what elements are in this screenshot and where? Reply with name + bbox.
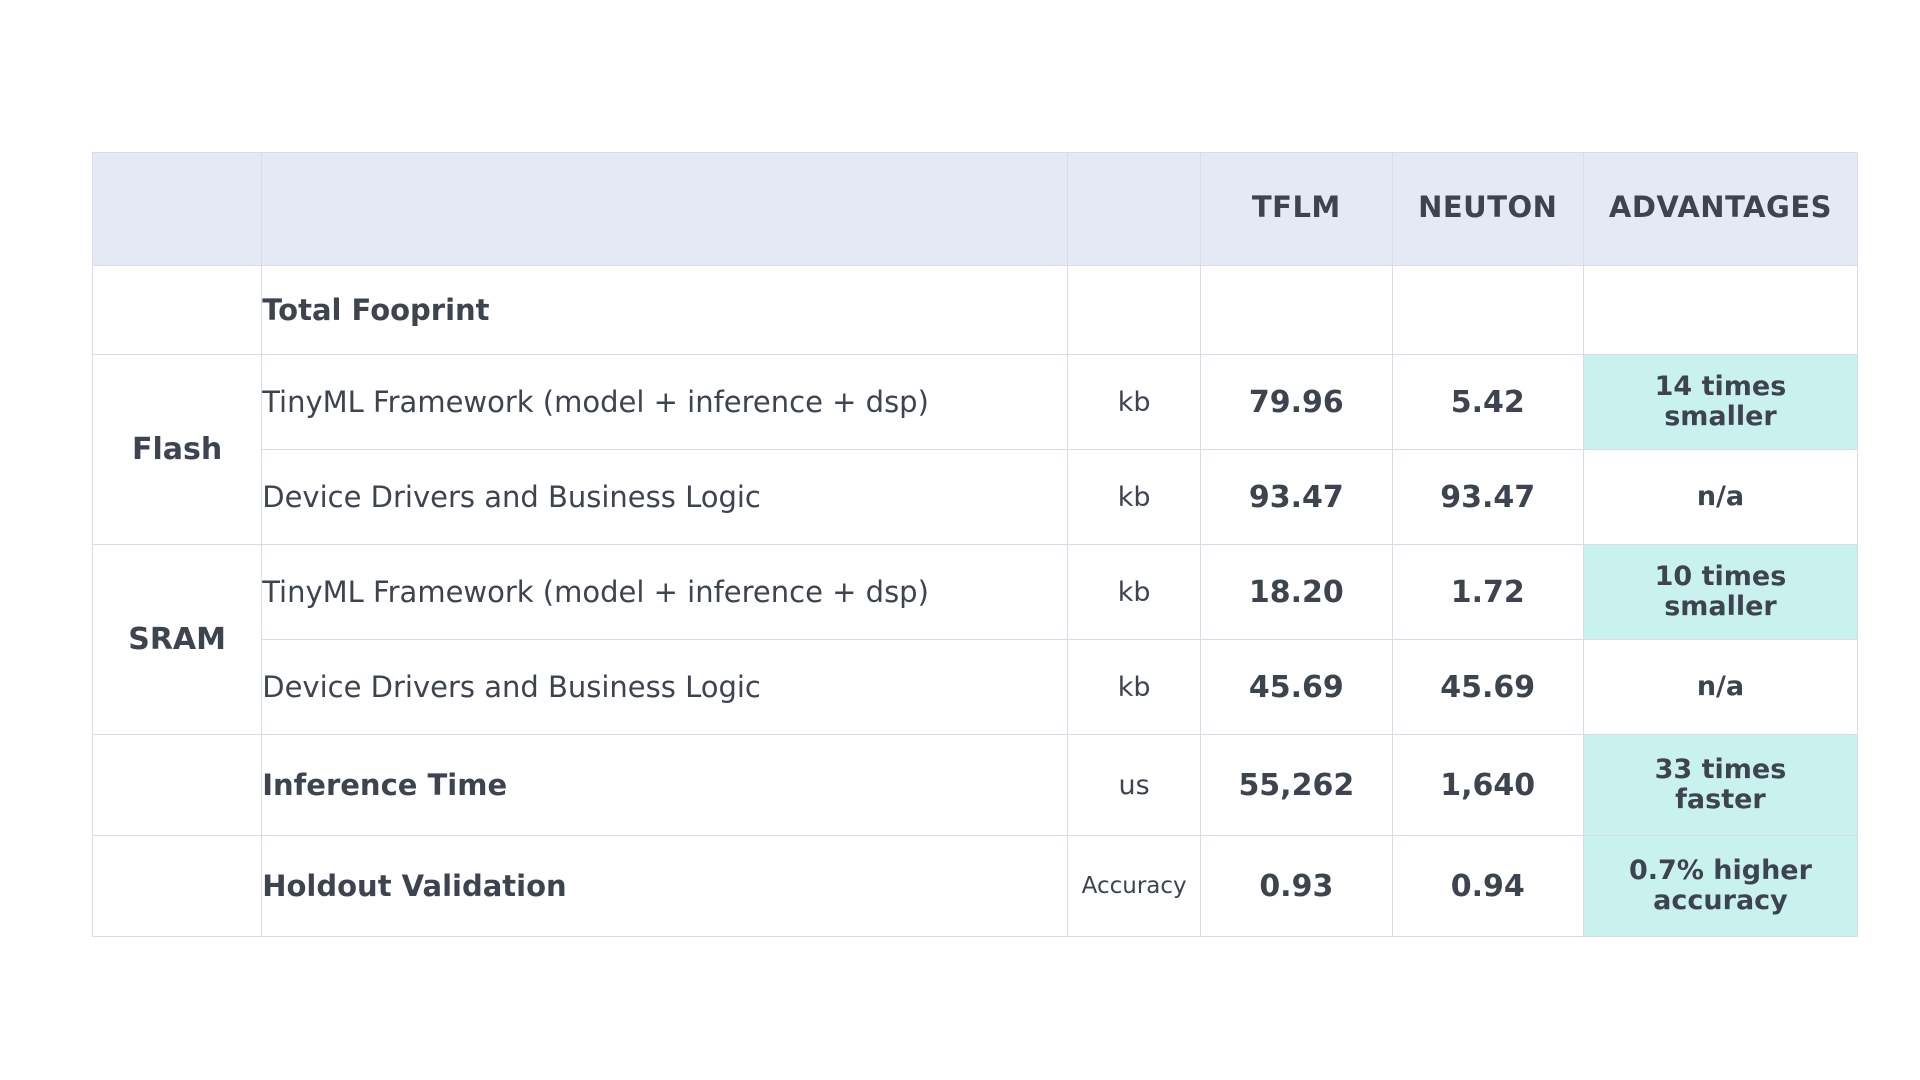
header-cell-advantages: ADVANTAGES [1583, 153, 1857, 266]
row-neuton-cell: 1,640 [1392, 735, 1583, 836]
row-group-cell [93, 266, 262, 355]
row-label-cell: Device Drivers and Business Logic [262, 640, 1068, 735]
row-advantage-cell [1583, 545, 1857, 640]
advantage-line-2: accuracy [1653, 885, 1788, 916]
row-label-cell: Holdout Validation [262, 836, 1068, 937]
row-advantage-cell [1583, 355, 1857, 450]
table-body [93, 266, 1858, 937]
row-neuton-cell: 45.69 [1392, 640, 1583, 735]
row-group-cell [93, 836, 262, 937]
row-group-cell-sram: SRAM [93, 545, 262, 735]
row-neuton-cell: 1.72 [1392, 545, 1583, 640]
row-label-cell: TinyML Framework (model + inference + dsp) [262, 545, 1068, 640]
row-unit-cell: kb [1068, 640, 1201, 735]
row-unit-cell: kb [1068, 355, 1201, 450]
row-tflm-cell: 0.93 [1201, 836, 1392, 937]
table-header-row [93, 153, 1858, 266]
header-cell-group [93, 153, 262, 266]
table-row [93, 735, 1858, 836]
advantage-line-1: 14 times [1654, 370, 1787, 402]
row-unit-cell: kb [1068, 450, 1201, 545]
row-advantage-cell: n/a [1583, 450, 1857, 545]
row-tflm-cell: 45.69 [1201, 640, 1392, 735]
row-tflm-cell: 79.96 [1201, 355, 1392, 450]
row-tflm-cell: 18.20 [1201, 545, 1392, 640]
table-row [93, 355, 1858, 450]
table-row [93, 450, 1858, 545]
comparison-table [92, 152, 1858, 937]
row-neuton-cell [1392, 266, 1583, 355]
row-advantage-cell [1583, 735, 1857, 836]
row-label-cell: TinyML Framework (model + inference + dsp) [262, 355, 1068, 450]
row-neuton-cell: 93.47 [1392, 450, 1583, 545]
row-tflm-cell [1201, 266, 1392, 355]
comparison-table-container [92, 152, 1858, 937]
row-group-cell-flash: Flash [93, 355, 262, 545]
advantage-line-1: 0.7% higher [1629, 854, 1812, 886]
row-label-cell: Device Drivers and Business Logic [262, 450, 1068, 545]
row-advantage-cell: n/a [1583, 640, 1857, 735]
header-cell-neuton: NEUTON [1392, 153, 1583, 266]
row-advantage-cell [1583, 836, 1857, 937]
advantage-line-2: faster [1675, 784, 1766, 815]
row-unit-cell [1068, 266, 1201, 355]
advantage-line-2: smaller [1664, 401, 1777, 432]
row-unit-cell: us [1068, 735, 1201, 836]
table-row [93, 545, 1858, 640]
row-unit-cell: kb [1068, 545, 1201, 640]
header-cell-label [262, 153, 1068, 266]
header-cell-tflm: TFLM [1201, 153, 1392, 266]
row-group-cell [93, 735, 262, 836]
row-label-cell: Inference Time [262, 735, 1068, 836]
advantage-line-1: 33 times [1654, 753, 1787, 785]
row-neuton-cell: 0.94 [1392, 836, 1583, 937]
row-label-cell: Total Fooprint [262, 266, 1068, 355]
advantage-line-1: 10 times [1654, 560, 1787, 592]
row-unit-cell: Accuracy [1068, 836, 1201, 937]
advantage-line-2: smaller [1664, 591, 1777, 622]
table-row [93, 836, 1858, 937]
row-advantage-cell [1583, 266, 1857, 355]
row-tflm-cell: 93.47 [1201, 450, 1392, 545]
table-row [93, 266, 1858, 355]
row-tflm-cell: 55,262 [1201, 735, 1392, 836]
row-neuton-cell: 5.42 [1392, 355, 1583, 450]
table-row [93, 640, 1858, 735]
header-cell-unit [1068, 153, 1201, 266]
table-header [93, 153, 1858, 266]
